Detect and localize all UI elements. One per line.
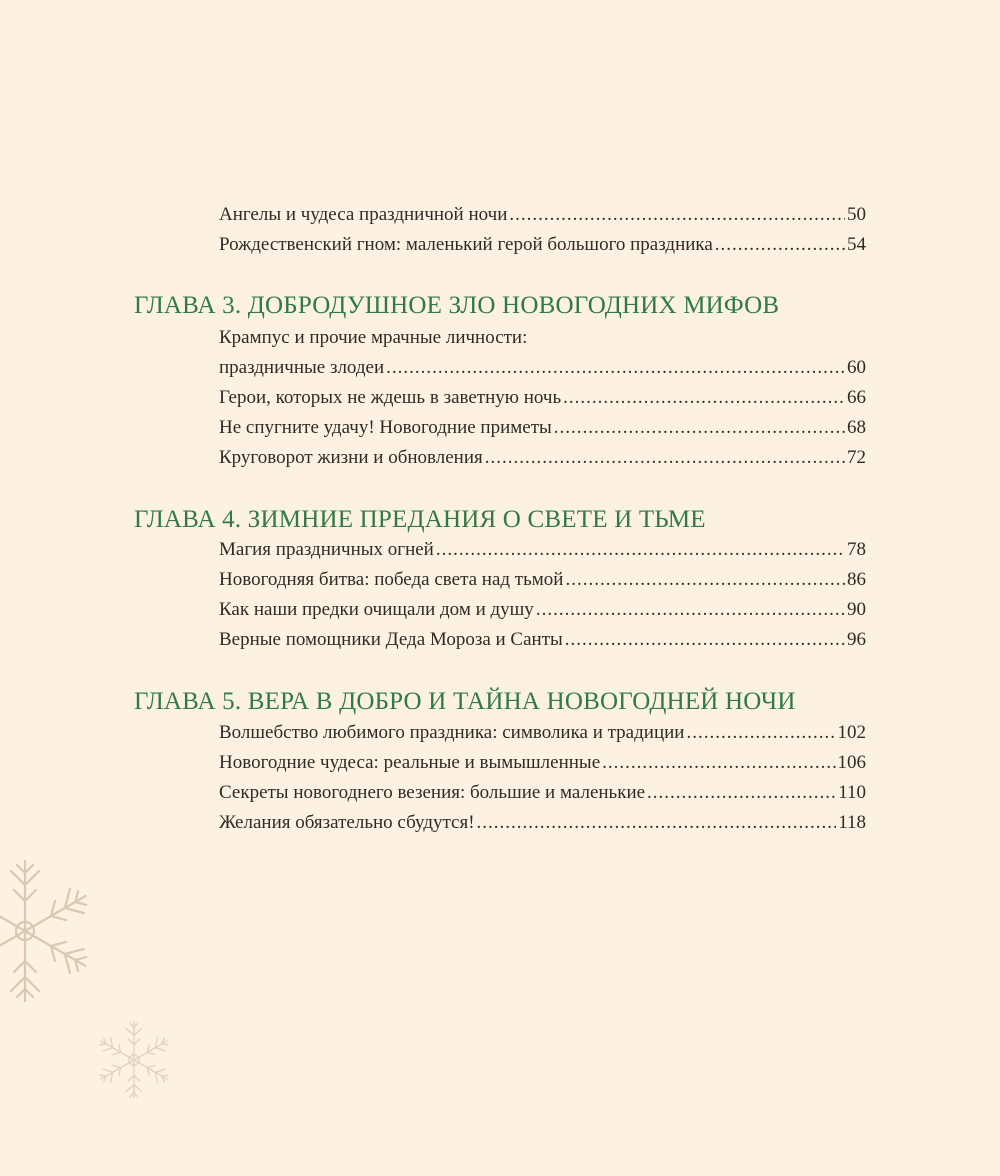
- chapter-heading[interactable]: ГЛАВА 5. ВЕРА В ДОБРО И ТАЙНА НОВОГОДНЕЙ НОЧИ: [134, 688, 796, 715]
- toc-entry-title: Верные помощники Деда Мороза и Санты: [219, 629, 563, 650]
- toc-leader: [565, 565, 845, 595]
- toc-entry-page: 90: [847, 599, 866, 620]
- toc-entry[interactable]: [219, 718, 866, 748]
- toc-entry[interactable]: [219, 443, 866, 473]
- toc-entry-page: 118: [838, 812, 866, 833]
- toc-entry-page: 110: [838, 782, 866, 803]
- toc-entry-title: Новогодняя битва: победа света над тьмой: [219, 569, 564, 590]
- toc-entry[interactable]: [219, 748, 866, 778]
- toc-leader: [602, 748, 835, 778]
- toc-entry-page: 96: [847, 629, 866, 650]
- toc-entry-page: 60: [847, 357, 866, 378]
- toc-entry-page: 106: [837, 752, 866, 773]
- toc-entry-title: Рождественский гном: маленький герой большого праздника: [219, 234, 713, 255]
- toc-entry[interactable]: [219, 808, 866, 838]
- toc-entry-page: 102: [837, 722, 866, 743]
- toc-entry-page: 50: [847, 204, 866, 225]
- toc-leader: [563, 383, 845, 413]
- toc-entry[interactable]: [219, 778, 866, 808]
- toc-entry-title: Круговорот жизни и обновления: [219, 447, 483, 468]
- toc-leader: [386, 353, 845, 383]
- toc-leader: [565, 625, 845, 655]
- toc-entry-title: праздничные злодеи: [219, 357, 385, 378]
- toc-entry[interactable]: [219, 565, 866, 595]
- toc-entry-title: Магия праздничных огней: [219, 539, 434, 560]
- toc-entry[interactable]: [219, 353, 866, 383]
- toc-entry-title: Волшебство любимого праздника: символика и традиции: [219, 722, 685, 743]
- toc-entry[interactable]: [219, 413, 866, 443]
- toc-entry[interactable]: [219, 625, 866, 655]
- chapter-heading[interactable]: ГЛАВА 3. ДОБРОДУШНОЕ ЗЛО НОВОГОДНИХ МИФОВ: [134, 292, 780, 319]
- chapter-heading[interactable]: ГЛАВА 4. ЗИМНИЕ ПРЕДАНИЯ О СВЕТЕ И ТЬМЕ: [134, 506, 706, 533]
- toc-leader: [686, 718, 835, 748]
- toc-entry-page: 66: [847, 387, 866, 408]
- toc-entry-page: 54: [847, 234, 866, 255]
- toc-leader: [647, 778, 836, 808]
- toc-entry-title: Как наши предки очищали дом и душу: [219, 599, 534, 620]
- toc-entry[interactable]: [219, 383, 866, 413]
- toc-entry-title: Не спугните удачу! Новогодние приметы: [219, 417, 552, 438]
- toc-leader: [436, 535, 845, 565]
- toc-leader: [536, 595, 845, 625]
- toc-entry-title: Секреты новогоднего везения: большие и маленькие: [219, 782, 646, 803]
- toc-entry[interactable]: [219, 323, 866, 353]
- toc-entry-title: Крампус и прочие мрачные личности:: [219, 327, 528, 348]
- toc-entry[interactable]: [219, 595, 866, 625]
- toc-entry-title: Ангелы и чудеса праздничной ночи: [219, 204, 508, 225]
- snowflake-icon: [0, 856, 100, 1006]
- toc-entry-title: Новогодние чудеса: реальные и вымышленные: [219, 752, 601, 773]
- toc-leader: [715, 230, 845, 260]
- toc-leader: [477, 808, 837, 838]
- toc-leader: [485, 443, 845, 473]
- toc-entry-page: 86: [847, 569, 866, 590]
- toc-entry-page: 68: [847, 417, 866, 438]
- toc-entry[interactable]: [219, 200, 866, 230]
- toc-entry[interactable]: [219, 230, 866, 260]
- toc-entry-page: 78: [847, 539, 866, 560]
- toc-leader: [509, 200, 845, 230]
- snowflake-icon: [96, 1018, 172, 1102]
- toc-entry[interactable]: [219, 535, 866, 565]
- toc-entry-title: Желания обязательно сбудутся!: [219, 812, 475, 833]
- toc-entry-title: Герои, которых не ждешь в заветную ночь: [219, 387, 562, 408]
- toc-entry-page: 72: [847, 447, 866, 468]
- toc-leader: [554, 413, 845, 443]
